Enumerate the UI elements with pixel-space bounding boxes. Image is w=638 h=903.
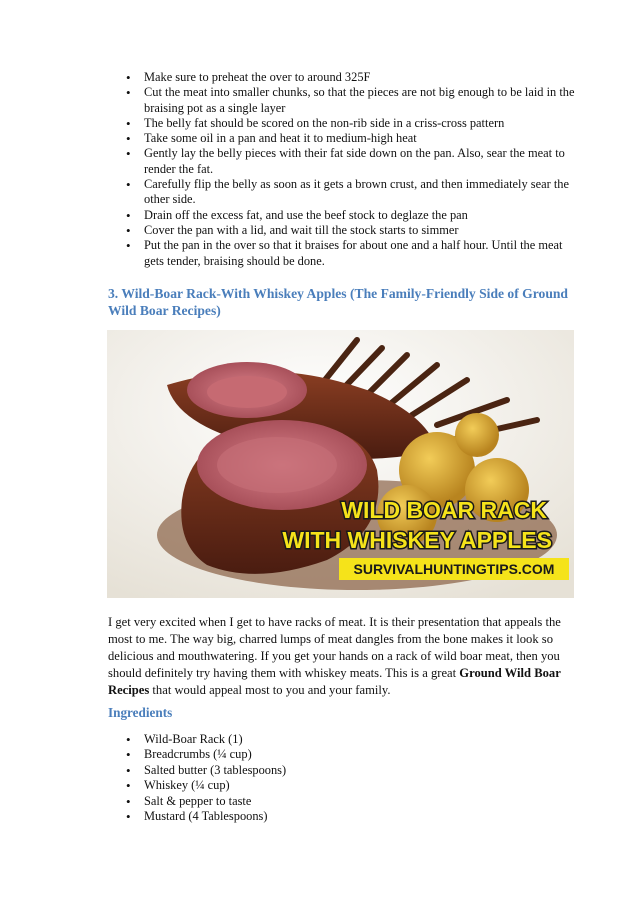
recipe-photo — [107, 330, 574, 598]
list-item: • Wild-Boar Rack (1) — [108, 732, 578, 747]
list-item: • Whiskey (¼ cup) — [108, 778, 578, 793]
list-item: • Take some oil in a pan and heat it to medium-high heat — [108, 131, 578, 146]
paragraph-bold-text: Ground Wild Boar Recipes — [108, 666, 561, 697]
intro-paragraph — [108, 614, 578, 699]
preparation-steps-list — [108, 70, 578, 269]
ingredients-list — [108, 732, 578, 824]
list-item: • Cut the meat into smaller chunks, so that the pieces are not big enough to be laid in the braising pot as a single layer — [108, 85, 578, 116]
banner-line-1: WILD BOAR RACK — [341, 497, 547, 523]
list-item: • Carefully flip the belly as soon as it gets a brown crust, and then immediately sear the other side. — [108, 177, 578, 208]
ingredients-heading: Ingredients — [108, 705, 173, 720]
section-heading: 3. Wild-Boar Rack-With Whiskey Apples (The Family-Friendly Side of Ground Wild Boar Recipes) — [108, 286, 568, 318]
list-item: • Salt & pepper to taste — [108, 794, 578, 809]
list-item: • Make sure to preheat the over to around 325F — [108, 70, 578, 85]
list-item: • Gently lay the belly pieces with their fat side down on the pan. Also, sear the meat to render the fat. — [108, 146, 578, 177]
banner-site: SURVIVALHUNTINGTIPS.COM — [353, 561, 555, 577]
list-item: • Mustard (4 Tablespoons) — [108, 809, 578, 824]
list-item: • Put the pan in the over so that it braises for about one and a half hour. Until the meat gets tender, braising should be done. — [108, 238, 578, 269]
paragraph-text-2: that would appeal most to you and your family. — [149, 683, 391, 697]
wild-boar-rack-photo — [107, 330, 574, 598]
list-item: • Drain off the excess fat, and use the beef stock to deglaze the pan — [108, 208, 578, 223]
list-item: • Salted butter (3 tablespoons) — [108, 763, 578, 778]
list-item: • Cover the pan with a lid, and wait till the stock starts to simmer — [108, 223, 578, 238]
paragraph-text-1: I get very excited when I get to have racks of meat. It is their presentation that appeals the most to me. The way big, charred lumps of meat dangles from the bone makes it look so delicious and mouthwatering. If you get your hands on a rack of wild boar meat, then you should definitely try having them with whiskey meats. This is a great — [108, 615, 561, 680]
list-item: • Breadcrumbs (¼ cup) — [108, 747, 578, 762]
banner-line-2: WITH WHISKEY APPLES — [282, 527, 552, 553]
list-item: • The belly fat should be scored on the non-rib side in a criss-cross pattern — [108, 116, 578, 131]
